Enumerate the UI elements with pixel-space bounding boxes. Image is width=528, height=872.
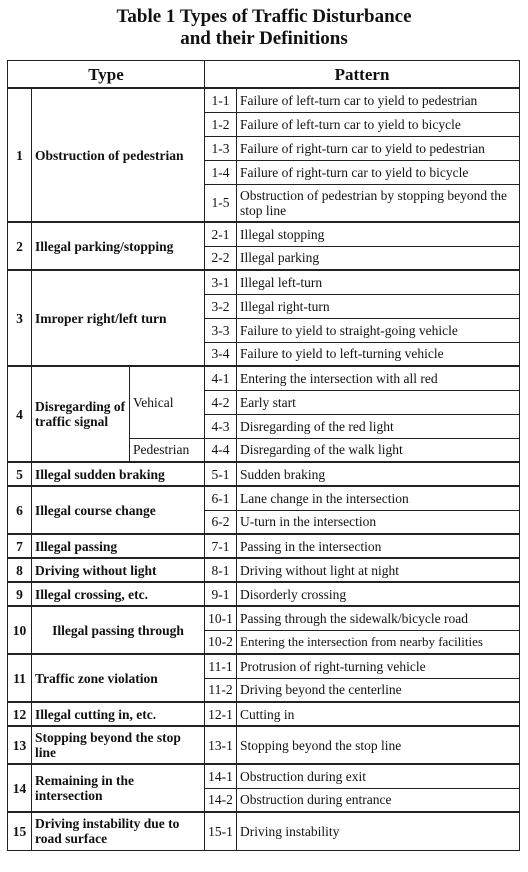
type-name: Remaining in the intersection <box>32 764 205 812</box>
type-number: 2 <box>8 222 32 270</box>
pattern-code: 3-3 <box>205 318 237 342</box>
table-row <box>8 462 520 486</box>
table-row <box>8 726 520 764</box>
table-row <box>8 764 520 788</box>
pattern-code: 10-2 <box>205 630 237 654</box>
pattern-code: 13-1 <box>205 726 237 764</box>
type-number: 9 <box>8 582 32 606</box>
type-number: 6 <box>8 486 32 534</box>
pattern-text: Passing through the sidewalk/bicycle road <box>237 606 520 630</box>
table-row <box>8 486 520 510</box>
header-pattern: Pattern <box>205 61 520 89</box>
pattern-code: 2-1 <box>205 222 237 246</box>
type-name: Illegal parking/stopping <box>32 222 205 270</box>
pattern-text: Cutting in <box>237 702 520 726</box>
pattern-text: Disregarding of the red light <box>237 414 520 438</box>
pattern-text: Lane change in the intersection <box>237 486 520 510</box>
type-name: Illegal sudden braking <box>32 462 205 486</box>
pattern-text: Protrusion of right-turning vehicle <box>237 654 520 678</box>
type-name: Illegal course change <box>32 486 205 534</box>
pattern-text: Illegal parking <box>237 246 520 270</box>
pattern-code: 1-4 <box>205 160 237 184</box>
pattern-text: Illegal stopping <box>237 222 520 246</box>
type-number: 8 <box>8 558 32 582</box>
type-name: Imroper right/left turn <box>32 270 205 366</box>
pattern-text: Driving beyond the centerline <box>237 678 520 702</box>
traffic-disturbance-table <box>7 60 520 851</box>
pattern-code: 1-2 <box>205 112 237 136</box>
type-number: 5 <box>8 462 32 486</box>
pattern-code: 8-1 <box>205 558 237 582</box>
pattern-text: Failure of left-turn car to yield to pedestrian <box>237 88 520 112</box>
table-row <box>8 366 520 390</box>
title-line-2: and their Definitions <box>180 28 348 49</box>
pattern-text: Disorderly crossing <box>237 582 520 606</box>
table-row <box>8 812 520 850</box>
pattern-code: 3-2 <box>205 294 237 318</box>
type-number: 11 <box>8 654 32 702</box>
pattern-text: Sudden braking <box>237 462 520 486</box>
type-name: Stopping beyond the stop line <box>32 726 205 764</box>
pattern-text: Illegal left-turn <box>237 270 520 294</box>
type-number: 4 <box>8 366 32 462</box>
pattern-text: Driving without light at night <box>237 558 520 582</box>
pattern-code: 4-4 <box>205 438 237 462</box>
pattern-code: 6-2 <box>205 510 237 534</box>
type-name: Disregarding of traffic signal <box>32 366 130 462</box>
pattern-code: 10-1 <box>205 606 237 630</box>
table-row <box>8 558 520 582</box>
pattern-code: 2-2 <box>205 246 237 270</box>
type-name: Traffic zone violation <box>32 654 205 702</box>
pattern-text: Obstruction of pedestrian by stopping beyond the stop line <box>237 184 520 222</box>
pattern-text: Failure of right-turn car to yield to pedestrian <box>237 136 520 160</box>
type-number: 13 <box>8 726 32 764</box>
pattern-text: Failure of left-turn car to yield to bicycle <box>237 112 520 136</box>
type-name: Driving without light <box>32 558 205 582</box>
pattern-code: 14-2 <box>205 788 237 812</box>
pattern-code: 14-1 <box>205 764 237 788</box>
header-type: Type <box>8 61 205 89</box>
pattern-code: 1-1 <box>205 88 237 112</box>
table-row <box>8 654 520 678</box>
table-row <box>8 534 520 558</box>
pattern-code: 6-1 <box>205 486 237 510</box>
pattern-code: 11-2 <box>205 678 237 702</box>
pattern-text: Disregarding of the walk light <box>237 438 520 462</box>
pattern-text: U-turn in the intersection <box>237 510 520 534</box>
pattern-code: 7-1 <box>205 534 237 558</box>
table-row <box>8 270 520 294</box>
type-name: Driving instability due to road surface <box>32 812 205 850</box>
pattern-code: 1-3 <box>205 136 237 160</box>
table-row <box>8 222 520 246</box>
table-row <box>8 582 520 606</box>
table-title <box>0 0 528 50</box>
type-number: 1 <box>8 88 32 222</box>
subtype-vehicle: Vehical <box>130 366 205 438</box>
table-row <box>8 606 520 630</box>
pattern-code: 4-3 <box>205 414 237 438</box>
pattern-code: 15-1 <box>205 812 237 850</box>
pattern-code: 9-1 <box>205 582 237 606</box>
type-number: 15 <box>8 812 32 850</box>
type-name: Obstruction of pedestrian <box>32 88 205 222</box>
pattern-text: Failure to yield to straight-going vehicle <box>237 318 520 342</box>
pattern-text: Failure of right-turn car to yield to bicycle <box>237 160 520 184</box>
type-name: Illegal cutting in, etc. <box>32 702 205 726</box>
pattern-text: Illegal right-turn <box>237 294 520 318</box>
type-name: Illegal crossing, etc. <box>32 582 205 606</box>
pattern-code: 3-1 <box>205 270 237 294</box>
pattern-code: 5-1 <box>205 462 237 486</box>
title-line-1: Table 1 Types of Traffic Disturbance <box>116 6 412 27</box>
type-number: 12 <box>8 702 32 726</box>
pattern-text: Passing in the intersection <box>237 534 520 558</box>
pattern-text: Entering the intersection with all red <box>237 366 520 390</box>
pattern-text: Obstruction during entrance <box>237 788 520 812</box>
pattern-code: 12-1 <box>205 702 237 726</box>
subtype-pedestrian: Pedestrian <box>130 438 205 462</box>
pattern-text: Stopping beyond the stop line <box>237 726 520 764</box>
pattern-text: Failure to yield to left-turning vehicle <box>237 342 520 366</box>
pattern-text: Driving instability <box>237 812 520 850</box>
table-row <box>8 88 520 112</box>
pattern-text: Obstruction during exit <box>237 764 520 788</box>
pattern-text: Entering the intersection from nearby facilities <box>237 630 520 654</box>
type-number: 14 <box>8 764 32 812</box>
pattern-code: 4-2 <box>205 390 237 414</box>
pattern-text: Early start <box>237 390 520 414</box>
type-number: 3 <box>8 270 32 366</box>
pattern-code: 4-1 <box>205 366 237 390</box>
pattern-code: 11-1 <box>205 654 237 678</box>
pattern-code: 1-5 <box>205 184 237 222</box>
table-row <box>8 702 520 726</box>
type-number: 10 <box>8 606 32 654</box>
type-name: Illegal passing through <box>32 606 205 654</box>
type-number: 7 <box>8 534 32 558</box>
pattern-code: 3-4 <box>205 342 237 366</box>
type-name: Illegal passing <box>32 534 205 558</box>
